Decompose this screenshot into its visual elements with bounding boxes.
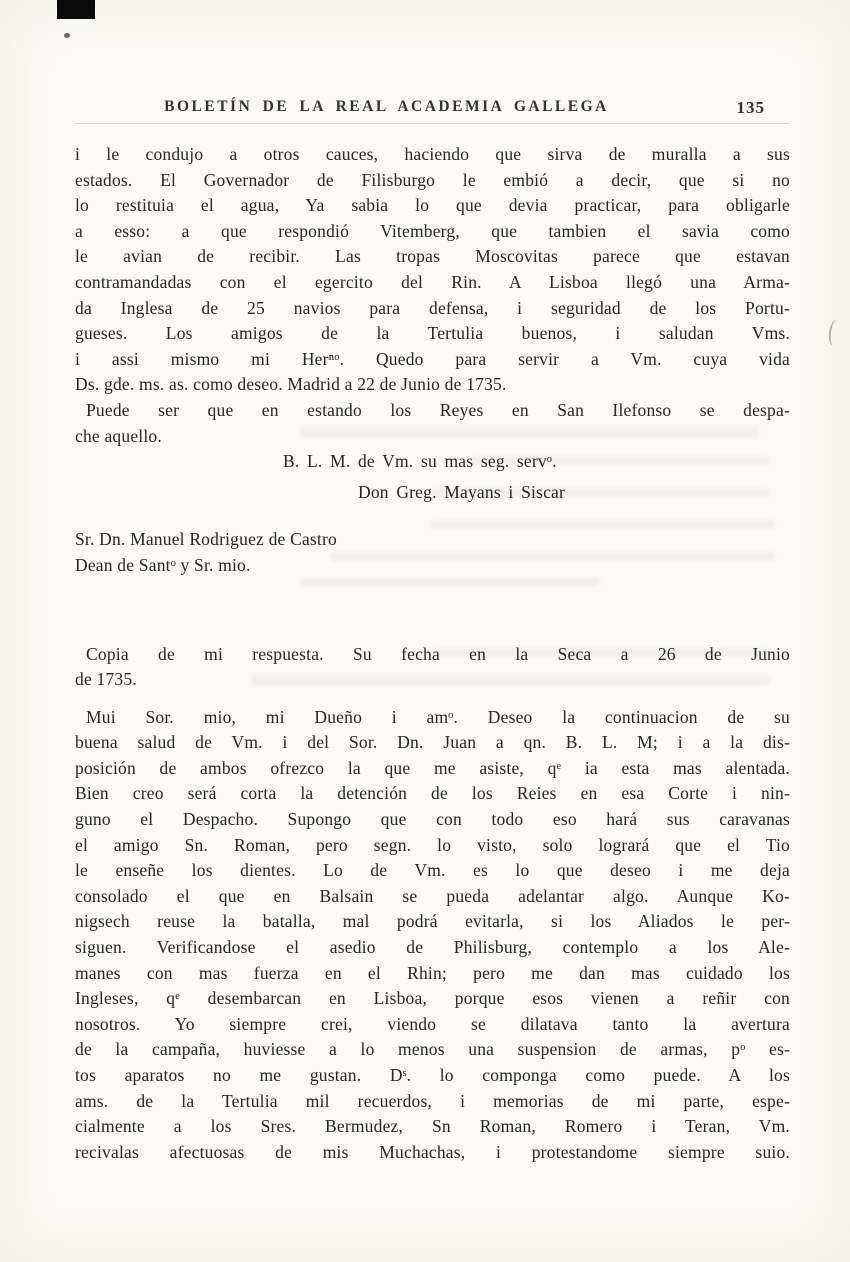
text-line: ams. de la Tertulia mil recuerdos, i memorias de mi parte, espe-: [75, 1090, 790, 1111]
text-line: i le condujo a otros cauces, haciendo que sirva de muralla a sus: [75, 144, 790, 164]
text-line: i assi mismo mi Herⁿᵒ. Quedo para servir a Vm. cuya vida: [75, 348, 790, 369]
letter2-body: [75, 705, 790, 1166]
text-line: contramandadas con el egercito del Rin. A Lisboa llegó una Arma-: [75, 271, 790, 292]
text-line: buena salud de Vm. i del Sor. Dn. Juan a qn. B. L. M; i a la dis-: [75, 732, 790, 753]
letter1-postscript: [75, 398, 790, 449]
address-line: Sr. Dn. Manuel Rodriguez de Castro: [75, 529, 337, 550]
text-line: manes con mas fuerza en el Rhin; pero me dan mas cuidado los: [75, 962, 790, 983]
text-line: recivalas afectuosas de mis Muchachas, i protestandome siempre suio.: [75, 1141, 790, 1162]
letter1-closing: B. L. M. de Vm. su mas seg. servᵒ.: [283, 451, 557, 472]
text-line: tos aparatos no me gustan. Dˢ. lo componga como puede. A los: [75, 1065, 790, 1085]
journal-title: BOLETÍN DE LA REAL ACADEMIA GALLEGA: [164, 98, 609, 115]
text-line: siguen. Verificandose el asedio de Philisburg, contemplo a los Ale-: [75, 937, 790, 958]
text-line: Copia de mi respuesta. Su fecha en la Seca a 26 de Junio: [86, 643, 790, 664]
page-number: 135: [736, 98, 765, 117]
text-line: Bien creo será corta la detención de los Reies en esa Corte i nin-: [75, 783, 790, 804]
letter2-intro: [75, 642, 790, 693]
text-line: le enseñe los dientes. Lo de Vm. es lo que deseo i me deja: [75, 860, 790, 881]
text-line: Puede ser que en estando los Reyes en San Ilefonso se despa-: [86, 399, 790, 420]
scan-ink-speck: [64, 33, 70, 38]
letter1-body: [75, 142, 790, 398]
text-line: cialmente a los Sres. Bermudez, Sn Roman, Romero i Teran, Vm.: [75, 1116, 790, 1137]
text-line: a esso: a que respondió Vitemberg, que tambien el savia como: [75, 220, 790, 241]
text-column: [75, 0, 790, 1165]
text-line: estados. El Governador de Filisburgo le embió a decir, que si no: [75, 169, 790, 190]
text-line: consolado el que en Balsain se pueda adelantar algo. Aunque Ko-: [75, 885, 790, 906]
letter1-address: [75, 527, 790, 578]
scan-black-mark: [57, 0, 95, 19]
text-line: Ingleses, qᵉ desembarcan en Lisboa, porque esos vienen a reñir con: [75, 988, 790, 1009]
text-line: nosotros. Yo siempre crei, viendo se dilatava tanto la avertura: [75, 1013, 790, 1034]
text-line: de la campaña, huviesse a lo menos una suspension de armas, pᵒ es-: [75, 1039, 790, 1060]
text-line: de 1735.: [75, 669, 137, 690]
text-line: Mui Sor. mio, mi Dueño i amᵒ. Deseo la continuacion de su: [86, 706, 790, 727]
text-line: nigsech reuse la batalla, mal podrá evitarla, si los Aliados le per-: [75, 911, 790, 932]
text-line: el amigo Sn. Roman, pero segn. lo visto, solo logrará que el Tio: [75, 834, 790, 855]
running-head: [75, 98, 790, 124]
text-line: Ds. gde. ms. as. como deseo. Madrid a 22 de Junio de 1735.: [75, 374, 507, 395]
letter1-signature: Don Greg. Mayans i Siscar: [358, 481, 566, 502]
text-line: che aquello.: [75, 425, 162, 446]
text-line: da Inglesa de 25 navios para defensa, i seguridad de los Portu-: [75, 297, 790, 318]
text-line: gueses. Los amigos de la Tertulia buenos, i saludan Vms.: [75, 323, 790, 344]
text-line: guno el Despacho. Supongo que con todo eso hará sus caravanas: [75, 809, 790, 830]
address-line: Dean de Santᵒ y Sr. mio.: [75, 554, 251, 575]
text-line: posición de ambos ofrezco la que me asiste, qᵉ ia esta mas alentada.: [75, 757, 790, 778]
text-line: lo restituia el agua, Ya sabia lo que devia practicar, para obligarle: [75, 195, 790, 216]
text-line: le avian de recibir. Las tropas Moscovitas parece que estavan: [75, 246, 790, 267]
